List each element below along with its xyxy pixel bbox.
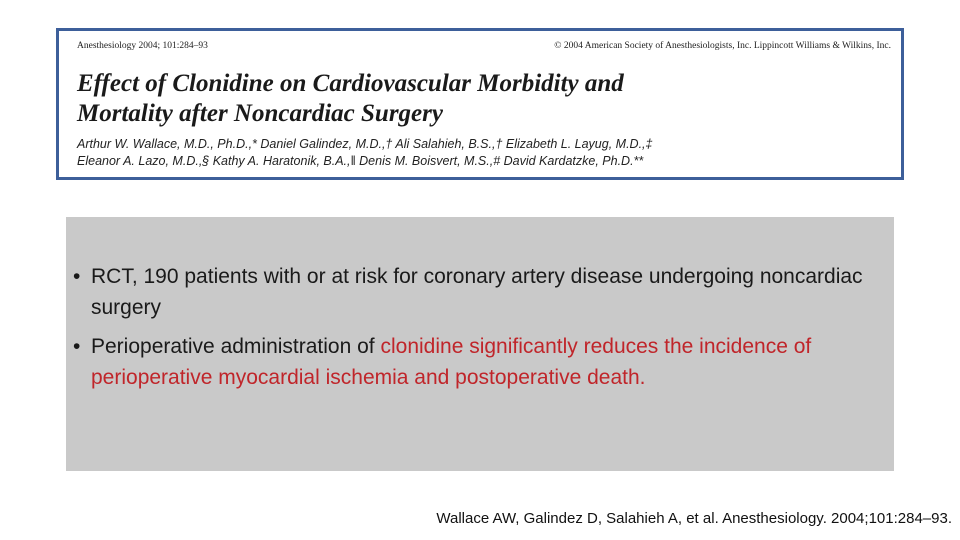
paper-title-line-1: Effect of Clonidine on Cardiovascular Morbidity and <box>77 70 624 97</box>
summary-box <box>66 217 894 471</box>
copyright-notice: © 2004 American Society of Anesthesiologists, Inc. Lippincott Williams & Wilkins, Inc. <box>554 41 891 51</box>
paper-header-image <box>56 28 904 180</box>
summary-bullet-1-text: RCT, 190 patients with or at risk for coronary artery disease undergoing noncardiac surgery <box>91 265 863 319</box>
summary-bullet-2-prefix: Perioperative administration of <box>91 335 381 358</box>
bullet-point-icon: • <box>73 335 81 358</box>
authors-line-2: Eleanor A. Lazo, M.D.,§ Kathy A. Haratonik, B.A.,‖ Denis M. Boisvert, M.S.,# David Kardatzke, Ph.D.** <box>77 154 644 168</box>
journal-reference: Anesthesiology 2004; 101:284–93 <box>77 41 208 51</box>
paper-authors <box>77 136 887 170</box>
summary-bullet-list <box>66 261 894 401</box>
bullet-point-icon: • <box>73 265 81 288</box>
summary-bullet-2-highlight: clonidine significantly reduces the incidence of perioperative myocardial ischemia and postoperative death. <box>91 335 812 389</box>
summary-bullet-2 <box>66 331 894 393</box>
paper-title <box>77 69 887 129</box>
summary-bullet-1 <box>66 261 894 323</box>
citation-text: Wallace AW, Galindez D, Salahieh A, et al. Anesthesiology. 2004;101:284–93. <box>436 510 952 527</box>
authors-line-1: Arthur W. Wallace, M.D., Ph.D.,* Daniel Galindez, M.D.,† Ali Salahieh, B.S.,† Elizabeth L. Layug, M.D.,‡ <box>77 137 653 151</box>
paper-title-line-2: Mortality after Noncardiac Surgery <box>77 100 443 127</box>
